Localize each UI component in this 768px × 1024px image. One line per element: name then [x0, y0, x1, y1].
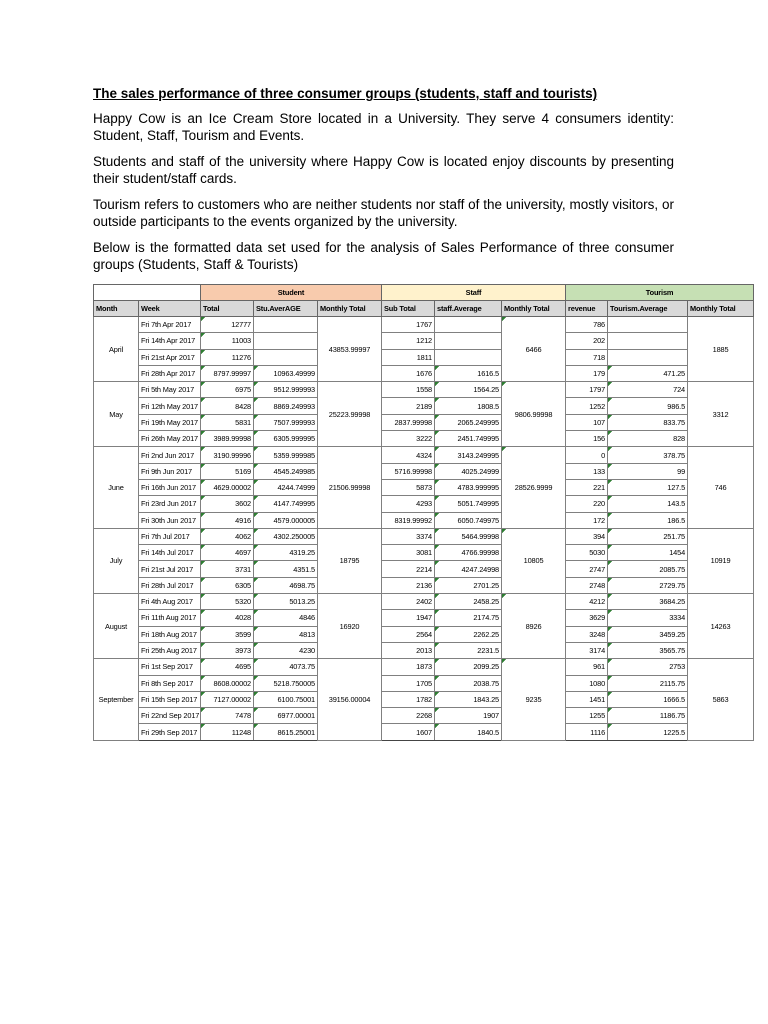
tourism-average-cell [608, 349, 688, 365]
week-cell: Fri 12th May 2017 [139, 398, 201, 414]
group-header-tourism: Tourism [566, 285, 754, 301]
tourism-revenue-cell: 220 [566, 496, 608, 512]
sales-table [93, 284, 754, 741]
week-cell: Fri 11th Aug 2017 [139, 610, 201, 626]
month-group [94, 382, 754, 447]
student-average-cell: 4846 [254, 610, 318, 626]
week-cell: Fri 19th May 2017 [139, 414, 201, 430]
student-total-cell: 4062 [201, 528, 254, 544]
staff-subtotal-cell: 1558 [382, 382, 435, 398]
week-cell: Fri 21st Apr 2017 [139, 349, 201, 365]
staff-subtotal-cell: 4324 [382, 447, 435, 463]
student-monthly-total-cell: 16920 [318, 594, 382, 659]
staff-subtotal-cell: 1782 [382, 691, 435, 707]
tourism-revenue-cell: 202 [566, 333, 608, 349]
student-monthly-total-cell: 21506.99998 [318, 447, 382, 528]
tourism-paragraph: Tourism refers to customers who are neither students nor staff of the university, mostly visitors, or outside participants to the events organized by the university. [93, 197, 674, 229]
tourism-average-cell: 2753 [608, 659, 688, 675]
discount-paragraph: Students and staff of the university where Happy Cow is located enjoy discounts by presenting their student/staff cards. [93, 154, 674, 186]
table-row [94, 577, 754, 593]
staff-subtotal-cell: 1947 [382, 610, 435, 626]
month-group [94, 447, 754, 528]
student-average-cell: 4147.749995 [254, 496, 318, 512]
tourism-revenue-cell: 4212 [566, 594, 608, 610]
tourism-revenue-cell: 3248 [566, 626, 608, 642]
student-total-cell: 5320 [201, 594, 254, 610]
tourism-average-cell: 1225.5 [608, 724, 688, 740]
week-cell: Fri 1st Sep 2017 [139, 659, 201, 675]
week-cell: Fri 14th Apr 2017 [139, 333, 201, 349]
student-average-cell: 5359.999985 [254, 447, 318, 463]
staff-subtotal-cell: 2837.99998 [382, 414, 435, 430]
staff-monthly-total-cell: 28526.9999 [502, 447, 566, 528]
week-cell: Fri 28th Apr 2017 [139, 365, 201, 381]
group-header-row [94, 285, 754, 301]
student-total-cell: 4028 [201, 610, 254, 626]
column-header-student-average: Stu.AverAGE [254, 301, 318, 317]
table-row [94, 642, 754, 658]
staff-average-cell: 4247.24998 [435, 561, 502, 577]
student-total-cell: 8608.00002 [201, 675, 254, 691]
staff-subtotal-cell: 1811 [382, 349, 435, 365]
student-average-cell: 5013.25 [254, 594, 318, 610]
staff-subtotal-cell: 1705 [382, 675, 435, 691]
tourism-average-cell: 251.75 [608, 528, 688, 544]
week-cell: Fri 7th Apr 2017 [139, 317, 201, 333]
tourism-average-cell: 724 [608, 382, 688, 398]
staff-average-cell [435, 333, 502, 349]
week-cell: Fri 4th Aug 2017 [139, 594, 201, 610]
tourism-revenue-cell: 1797 [566, 382, 608, 398]
student-total-cell: 11276 [201, 349, 254, 365]
tourism-average-cell: 378.75 [608, 447, 688, 463]
staff-monthly-total-cell: 9235 [502, 659, 566, 740]
column-header-student-total: Total [201, 301, 254, 317]
table-row [94, 561, 754, 577]
table-row [94, 431, 754, 447]
column-header-staff-monthly-total: Monthly Total [502, 301, 566, 317]
student-average-cell: 6100.75001 [254, 691, 318, 707]
tourism-revenue-cell: 2748 [566, 577, 608, 593]
table-row [94, 675, 754, 691]
table-row [94, 691, 754, 707]
staff-average-cell [435, 349, 502, 365]
student-average-cell: 8869.249993 [254, 398, 318, 414]
student-total-cell: 5831 [201, 414, 254, 430]
week-cell: Fri 28th Jul 2017 [139, 577, 201, 593]
student-total-cell: 7478 [201, 708, 254, 724]
student-average-cell: 8615.25001 [254, 724, 318, 740]
student-total-cell: 4916 [201, 512, 254, 528]
student-total-cell: 8428 [201, 398, 254, 414]
student-total-cell: 3973 [201, 642, 254, 658]
staff-subtotal-cell: 2564 [382, 626, 435, 642]
staff-average-cell: 4766.99998 [435, 545, 502, 561]
staff-average-cell: 2038.75 [435, 675, 502, 691]
student-monthly-total-cell: 25223.99998 [318, 382, 382, 447]
table-row [94, 317, 754, 333]
staff-average-cell [435, 317, 502, 333]
student-average-cell: 4244.74999 [254, 479, 318, 495]
tourism-average-cell: 3459.25 [608, 626, 688, 642]
column-header-student-monthly-total: Monthly Total [318, 301, 382, 317]
student-average-cell [254, 317, 318, 333]
tourism-average-cell: 1186.75 [608, 708, 688, 724]
tourism-monthly-total-cell: 10919 [688, 528, 754, 593]
student-average-cell [254, 333, 318, 349]
staff-subtotal-cell: 3374 [382, 528, 435, 544]
tourism-revenue-cell: 1451 [566, 691, 608, 707]
tourism-average-cell: 2085.75 [608, 561, 688, 577]
staff-subtotal-cell: 2189 [382, 398, 435, 414]
student-average-cell: 4579.000005 [254, 512, 318, 528]
tourism-revenue-cell: 107 [566, 414, 608, 430]
table-row [94, 333, 754, 349]
staff-subtotal-cell: 2402 [382, 594, 435, 610]
tourism-average-cell [608, 317, 688, 333]
week-cell: Fri 7th Jul 2017 [139, 528, 201, 544]
week-cell: Fri 8th Sep 2017 [139, 675, 201, 691]
student-total-cell: 4629.00002 [201, 479, 254, 495]
staff-average-cell: 2065.249995 [435, 414, 502, 430]
staff-average-cell: 2099.25 [435, 659, 502, 675]
staff-average-cell: 5464.99998 [435, 528, 502, 544]
staff-average-cell: 3143.249995 [435, 447, 502, 463]
tourism-average-cell: 986.5 [608, 398, 688, 414]
staff-subtotal-cell: 3081 [382, 545, 435, 561]
tourism-average-cell: 471.25 [608, 365, 688, 381]
month-group [94, 594, 754, 659]
week-cell: Fri 26th May 2017 [139, 431, 201, 447]
month-cell: April [94, 317, 139, 382]
staff-subtotal-cell: 2268 [382, 708, 435, 724]
table-row [94, 382, 754, 398]
staff-average-cell: 1808.5 [435, 398, 502, 414]
student-average-cell: 7507.999993 [254, 414, 318, 430]
tourism-average-cell: 3334 [608, 610, 688, 626]
staff-subtotal-cell: 3222 [382, 431, 435, 447]
column-header-staff-subtotal: Sub Total [382, 301, 435, 317]
student-total-cell: 3190.99996 [201, 447, 254, 463]
student-total-cell: 7127.00002 [201, 691, 254, 707]
student-average-cell: 9512.999993 [254, 382, 318, 398]
student-monthly-total-cell: 18795 [318, 528, 382, 593]
student-total-cell: 4697 [201, 545, 254, 561]
staff-monthly-total-cell: 9806.99998 [502, 382, 566, 447]
tourism-revenue-cell: 179 [566, 365, 608, 381]
student-total-cell: 11003 [201, 333, 254, 349]
staff-average-cell: 6050.749975 [435, 512, 502, 528]
week-cell: Fri 21st Jul 2017 [139, 561, 201, 577]
intro-paragraph: Happy Cow is an Ice Cream Store located in a University. They serve 4 consumers identity: Student, Staff, Tourism and Events. [93, 111, 674, 143]
tourism-revenue-cell: 5030 [566, 545, 608, 561]
tourism-average-cell: 2115.75 [608, 675, 688, 691]
staff-average-cell: 5051.749995 [435, 496, 502, 512]
staff-monthly-total-cell: 10805 [502, 528, 566, 593]
week-cell: Fri 25th Aug 2017 [139, 642, 201, 658]
table-row [94, 398, 754, 414]
column-header-tourism-average: Tourism.Average [608, 301, 688, 317]
table-row [94, 479, 754, 495]
tourism-revenue-cell: 3629 [566, 610, 608, 626]
staff-subtotal-cell: 2013 [382, 642, 435, 658]
student-average-cell: 4545.249985 [254, 463, 318, 479]
table-row [94, 349, 754, 365]
tourism-average-cell: 828 [608, 431, 688, 447]
staff-average-cell: 2174.75 [435, 610, 502, 626]
staff-subtotal-cell: 1212 [382, 333, 435, 349]
dataset-paragraph: Below is the formatted data set used for the analysis of Sales Performance of three consumer groups (Students, Staff & Tourists) [93, 240, 674, 272]
tourism-average-cell [608, 333, 688, 349]
week-cell: Fri 16th Jun 2017 [139, 479, 201, 495]
document-title: The sales performance of three consumer groups (students, staff and tourists) [93, 86, 598, 101]
student-total-cell: 3602 [201, 496, 254, 512]
table-row [94, 528, 754, 544]
week-cell: Fri 2nd Jun 2017 [139, 447, 201, 463]
week-cell: Fri 23rd Jun 2017 [139, 496, 201, 512]
week-cell: Fri 29th Sep 2017 [139, 724, 201, 740]
tourism-revenue-cell: 133 [566, 463, 608, 479]
month-cell: June [94, 447, 139, 528]
tourism-average-cell: 1454 [608, 545, 688, 561]
group-header-student: Student [201, 285, 382, 301]
month-cell: May [94, 382, 139, 447]
student-total-cell: 3731 [201, 561, 254, 577]
group-header-blank [94, 285, 201, 301]
column-header-month: Month [94, 301, 139, 317]
tourism-monthly-total-cell: 3312 [688, 382, 754, 447]
student-total-cell: 12777 [201, 317, 254, 333]
group-header-staff: Staff [382, 285, 566, 301]
tourism-average-cell: 99 [608, 463, 688, 479]
student-total-cell: 3989.99998 [201, 431, 254, 447]
table-row [94, 447, 754, 463]
staff-subtotal-cell: 2136 [382, 577, 435, 593]
staff-average-cell: 2262.25 [435, 626, 502, 642]
month-group [94, 659, 754, 740]
tourism-revenue-cell: 961 [566, 659, 608, 675]
tourism-monthly-total-cell: 1885 [688, 317, 754, 382]
table-row [94, 724, 754, 740]
staff-average-cell: 2231.5 [435, 642, 502, 658]
tourism-average-cell: 1666.5 [608, 691, 688, 707]
student-total-cell: 6305 [201, 577, 254, 593]
student-average-cell [254, 349, 318, 365]
staff-subtotal-cell: 8319.99992 [382, 512, 435, 528]
staff-average-cell: 2451.749995 [435, 431, 502, 447]
tourism-average-cell: 3565.75 [608, 642, 688, 658]
staff-average-cell: 1843.25 [435, 691, 502, 707]
tourism-revenue-cell: 2747 [566, 561, 608, 577]
tourism-average-cell: 127.5 [608, 479, 688, 495]
month-group [94, 528, 754, 593]
staff-average-cell: 2701.25 [435, 577, 502, 593]
staff-monthly-total-cell: 6466 [502, 317, 566, 382]
tourism-revenue-cell: 786 [566, 317, 608, 333]
student-average-cell: 4302.250005 [254, 528, 318, 544]
tourism-revenue-cell: 1255 [566, 708, 608, 724]
staff-average-cell: 1840.5 [435, 724, 502, 740]
student-average-cell: 6977.00001 [254, 708, 318, 724]
table-row [94, 365, 754, 381]
tourism-average-cell: 3684.25 [608, 594, 688, 610]
staff-average-cell: 4783.999995 [435, 479, 502, 495]
month-cell: August [94, 594, 139, 659]
staff-average-cell: 1907 [435, 708, 502, 724]
student-average-cell: 4073.75 [254, 659, 318, 675]
week-cell: Fri 14th Jul 2017 [139, 545, 201, 561]
tourism-revenue-cell: 172 [566, 512, 608, 528]
student-total-cell: 4695 [201, 659, 254, 675]
document-body [93, 86, 674, 282]
column-header-row [94, 301, 754, 317]
student-average-cell: 4813 [254, 626, 318, 642]
table-row [94, 708, 754, 724]
column-header-week: Week [139, 301, 201, 317]
staff-average-cell: 2458.25 [435, 594, 502, 610]
month-cell: September [94, 659, 139, 740]
column-header-tourism-revenue: revenue [566, 301, 608, 317]
student-average-cell: 4319.25 [254, 545, 318, 561]
tourism-revenue-cell: 1116 [566, 724, 608, 740]
staff-subtotal-cell: 1767 [382, 317, 435, 333]
staff-subtotal-cell: 1873 [382, 659, 435, 675]
student-total-cell: 11248 [201, 724, 254, 740]
table-row [94, 594, 754, 610]
week-cell: Fri 9th Jun 2017 [139, 463, 201, 479]
student-total-cell: 3599 [201, 626, 254, 642]
table-row [94, 610, 754, 626]
tourism-revenue-cell: 3174 [566, 642, 608, 658]
student-total-cell: 8797.99997 [201, 365, 254, 381]
month-cell: July [94, 528, 139, 593]
staff-subtotal-cell: 4293 [382, 496, 435, 512]
tourism-average-cell: 2729.75 [608, 577, 688, 593]
tourism-average-cell: 833.75 [608, 414, 688, 430]
tourism-revenue-cell: 394 [566, 528, 608, 544]
table-row [94, 463, 754, 479]
tourism-monthly-total-cell: 14263 [688, 594, 754, 659]
student-total-cell: 6975 [201, 382, 254, 398]
student-monthly-total-cell: 39156.00004 [318, 659, 382, 740]
table-row [94, 659, 754, 675]
tourism-revenue-cell: 221 [566, 479, 608, 495]
week-cell: Fri 22nd Sep 2017 [139, 708, 201, 724]
tourism-revenue-cell: 1252 [566, 398, 608, 414]
student-average-cell: 10963.49999 [254, 365, 318, 381]
staff-subtotal-cell: 1676 [382, 365, 435, 381]
table-row [94, 626, 754, 642]
staff-monthly-total-cell: 8926 [502, 594, 566, 659]
table-row [94, 512, 754, 528]
student-average-cell: 4698.75 [254, 577, 318, 593]
staff-subtotal-cell: 5716.99998 [382, 463, 435, 479]
student-average-cell: 5218.750005 [254, 675, 318, 691]
staff-subtotal-cell: 2214 [382, 561, 435, 577]
tourism-revenue-cell: 718 [566, 349, 608, 365]
week-cell: Fri 18th Aug 2017 [139, 626, 201, 642]
staff-subtotal-cell: 5873 [382, 479, 435, 495]
staff-subtotal-cell: 1607 [382, 724, 435, 740]
week-cell: Fri 30th Jun 2017 [139, 512, 201, 528]
table-row [94, 545, 754, 561]
tourism-average-cell: 143.5 [608, 496, 688, 512]
week-cell: Fri 5th May 2017 [139, 382, 201, 398]
column-header-tourism-monthly-total: Monthly Total [688, 301, 754, 317]
student-average-cell: 4230 [254, 642, 318, 658]
student-average-cell: 4351.5 [254, 561, 318, 577]
staff-average-cell: 1616.5 [435, 365, 502, 381]
table-row [94, 496, 754, 512]
month-group [94, 317, 754, 382]
student-monthly-total-cell: 43853.99997 [318, 317, 382, 382]
tourism-revenue-cell: 1080 [566, 675, 608, 691]
student-total-cell: 5169 [201, 463, 254, 479]
table-row [94, 414, 754, 430]
tourism-revenue-cell: 156 [566, 431, 608, 447]
student-average-cell: 6305.999995 [254, 431, 318, 447]
week-cell: Fri 15th Sep 2017 [139, 691, 201, 707]
tourism-monthly-total-cell: 746 [688, 447, 754, 528]
tourism-monthly-total-cell: 5863 [688, 659, 754, 740]
staff-average-cell: 4025.24999 [435, 463, 502, 479]
column-header-staff-average: staff.Average [435, 301, 502, 317]
tourism-average-cell: 186.5 [608, 512, 688, 528]
tourism-revenue-cell: 0 [566, 447, 608, 463]
staff-average-cell: 1564.25 [435, 382, 502, 398]
